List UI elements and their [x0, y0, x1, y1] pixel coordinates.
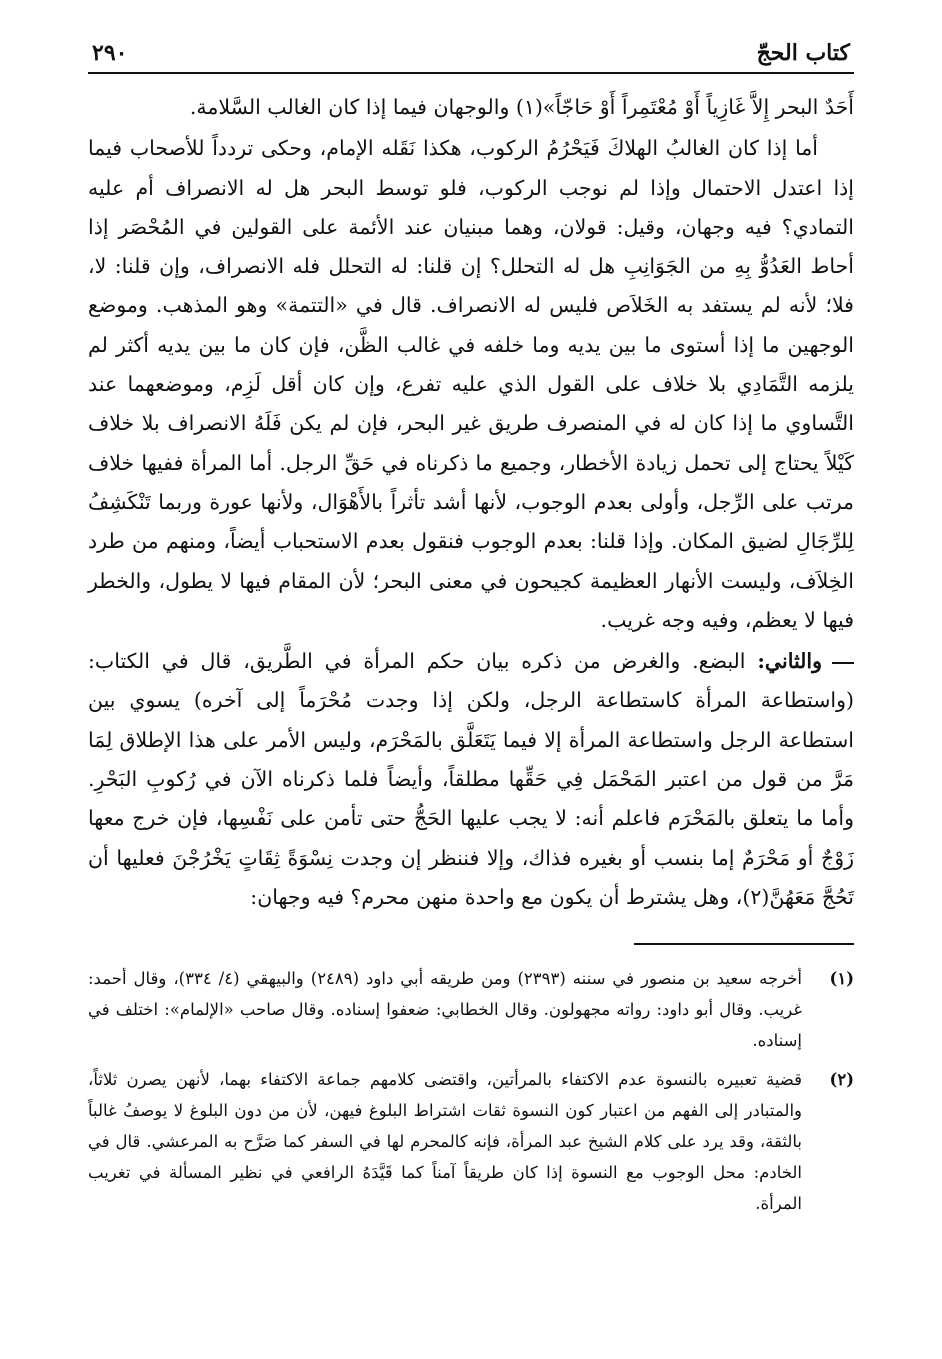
footnote-2-number: (٢) [829, 1070, 854, 1090]
paragraph-3 [88, 642, 854, 917]
page-number: ٢٩٠ [92, 40, 128, 66]
paragraph-3-lead: والثاني: [757, 649, 822, 674]
main-text [88, 88, 854, 917]
page-header [88, 34, 854, 74]
footnote-2 [88, 1064, 854, 1219]
footnote-1-text: أخرجه سعيد بن منصور في سننه (٢٣٩٣) ومن طريقه أبي داود (٢٤٨٩) والبيهقي (٤/ ٣٣٤)، وقال أحمد: غريب. وقال أبو داود: رواته مجهولون. وقال الخطابي: ضعفوا إسناده. وقال صاحب «الإلمام»: اختلف في إسناده. [88, 969, 803, 1051]
paragraph-3-text: البضع. والغرض من ذكره بيان حكم المرأة في الطَّريق، قال في الكتاب: (واستطاعة المرأة كاستطاعة الرجل، ولكن إذا وجدت مُحْرَماً إلى آخره) يسوي بين استطاعة الرجل واستطاعة المرأة إلا فيما يَتَعَلَّق بالمَحْرَم، وليس الأمر على هذا الإطلاق لِمَا مَرَّ من قول من اعتبر المَحْمَل فِي حَقِّها مطلقاً، وأيضاً فلما ذكرناه الآن في رُكوبِ البَحْرِ. وأما ما يتعلق بالمَحْرَم فاعلم أنه: لا يجب عليها الحَجُّ حتى تأمن على نَفْسِها، فإن خرج معها زَوْجٌ أو مَحْرَمٌ إما بنسب أو بغيره فذاك، وإلا فننظر إن وجدت نِسْوَةً ثِقَاتٍ يَخْرُجْنَ فعليها أن تَحُجَّ مَعَهُنَّ(٢)، وهل يشترط أن يكون مع واحدة منهن محرم؟ فيه وجهان: [88, 649, 854, 909]
footnote-1-number: (١) [829, 969, 854, 989]
section-marker-icon [832, 662, 854, 664]
paragraph-2-text: أما إذا كان الغالبُ الهلاكَ فَيَحْرُمُ الركوب، هكذا نَقَله الإمام، وحكى تردداً للأصحاب فيما إذا اعتدل الاحتمال وإذا لم نوجب الركوب، فلو توسط البحر هل له الانصراف أم عليه التمادي؟ فيه وجهان، وقيل: قولان، وهما مبنيان عند الأئمة على القولين في المُحْصَر إذا أحاط العَدُوُّ بِهِ من الجَوَانِبِ هل له التحلل؟ إن قلنا: له التحلل فله الانصراف، وإن قلنا: لا، فلا؛ لأنه لم يستفد به الخَلاَص فليس له الانصراف. قال في «التتمة» وهو المذهب. وموضع الوجهين ما إذا أستوى ما بين يديه وما خلفه في غالب الظَّن، فإن كان ما بين يديه أكثر لم يلزمه التَّمَادِي بلا خلاف على القول الذي عليه تفرع، وإن كان أقل لَزِم، وموضعهما عند التَّساوي ما إذا كان له في المنصرف طريق غير البحر، فإن لم يكن فَلَهُ الانصراف بلا خلاف كَيْلاً يحتاج إلى تحمل زيادة الأخطار، وجميع ما ذكرناه في حَقِّ الرجل. أما المرأة ففيها خلاف مرتب على الرِّجل، وأولى بعدم الوجوب، لأنها أشد تأثراً بالأَهْوَال، ولأنها عورة وربما تَنْكَشِفُ لِلرِّجَالِ لضيق المكان. وإذا قلنا: بعدم الوجوب فنقول بعدم الاستحباب أيضاً، ومنهم من طرد الخِلاَف، وليست الأنهار العظيمة كجيحون في معنى البحر؛ لأن المقام فيها لا يطول، والخطر فيها لا يعظم، وفيه وجه غريب. [88, 136, 854, 632]
running-title: كتاب الحجّ [756, 40, 850, 66]
footnote-1 [88, 963, 854, 1056]
footnote-separator [634, 943, 854, 945]
paragraph-2 [88, 129, 854, 640]
paragraph-1 [88, 88, 854, 127]
paragraph-1-text: أَحَدٌ البحر إِلاَّ غَازِياً أَوْ مُعْتَمِراً أَوْ حَاجّاً»(١) والوجهان فيما إذا كان الغالب السَّلامة. [189, 95, 854, 119]
footnotes [88, 963, 854, 1219]
footnote-2-text: قضية تعبيره بالنسوة عدم الاكتفاء بالمرأتين، واقتضى كلامهم جماعة الاكتفاء بهما، لأنهن يصرن ثلاثاً، والمتبادر إلى الفهم من اعتبار كون النسوة ثقات اشتراط البلوغ فيهن، لأن من دون البلوغ لا يوصفُ غالباً بالثقة، وقد يرد على كلام الشيخ عبد المرأة، فإنه كالمحرم لها في السفر كما صَرَّح به المرعشي. قال في الخادم: محل الوجوب مع النسوة إذا كان طريقاً آمناً كما قَيَّدَهُ الرافعي في نظير المسألة في تغريب المرأة. [88, 1070, 802, 1214]
document-page [88, 34, 854, 1334]
